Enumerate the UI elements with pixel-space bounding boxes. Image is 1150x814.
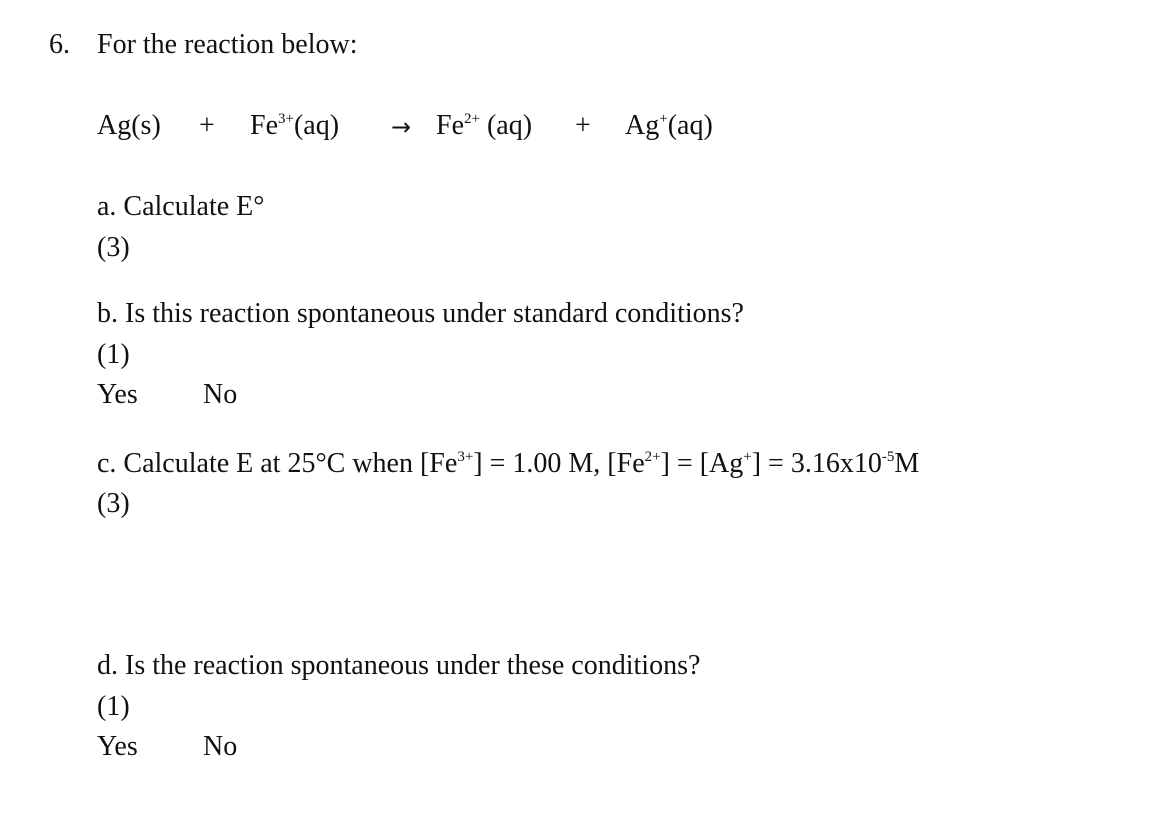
part-d-points: (1) bbox=[97, 691, 130, 722]
reactant-fe3-charge: 3+ bbox=[278, 111, 294, 127]
part-b-question: b. Is this reaction spontaneous under standard conditions? bbox=[97, 298, 744, 329]
question-prompt: For the reaction below: bbox=[97, 29, 358, 60]
part-b-yes-option[interactable]: Yes bbox=[97, 379, 138, 410]
part-c-text-3: ] = [Ag bbox=[660, 448, 744, 479]
reactant-fe3 bbox=[250, 112, 339, 140]
reactant-fe3-base: Fe bbox=[250, 110, 278, 141]
question-number: 6. bbox=[49, 29, 70, 60]
part-c-exponent: -5 bbox=[881, 449, 895, 465]
product-fe2-state: (aq) bbox=[479, 110, 533, 141]
part-a-question: a. Calculate E° bbox=[97, 191, 265, 222]
product-fe2-charge: 2+ bbox=[464, 111, 480, 127]
part-c-charge-2: 2+ bbox=[644, 449, 661, 465]
product-fe2 bbox=[436, 112, 532, 140]
reaction-equation bbox=[97, 112, 797, 144]
part-b-points: (1) bbox=[97, 339, 130, 370]
part-d-no-option[interactable]: No bbox=[203, 731, 238, 762]
part-c-charge-3: + bbox=[743, 449, 752, 465]
part-c-text-5: M bbox=[894, 448, 920, 479]
product-ag-charge: + bbox=[659, 111, 668, 127]
part-c-question bbox=[97, 450, 919, 478]
part-c-text-1: c. Calculate E at 25°C when [Fe bbox=[97, 448, 458, 479]
reactant-ag: Ag(s) bbox=[97, 110, 161, 141]
part-b-no-option[interactable]: No bbox=[203, 379, 238, 410]
part-c-text-4: ] = 3.16x10 bbox=[751, 448, 882, 479]
question-header bbox=[49, 31, 70, 59]
product-ag-base: Ag bbox=[625, 110, 660, 141]
plus-sign-2: + bbox=[575, 110, 591, 141]
part-c-charge-1: 3+ bbox=[457, 449, 474, 465]
reaction-arrow-icon: → bbox=[391, 113, 412, 141]
reactant-fe3-state: (aq) bbox=[293, 110, 340, 141]
part-d-question: d. Is the reaction spontaneous under these conditions? bbox=[97, 650, 701, 681]
plus-sign-1: + bbox=[199, 110, 215, 141]
part-d-yes-option[interactable]: Yes bbox=[97, 731, 138, 762]
part-a-points: (3) bbox=[97, 232, 130, 263]
part-c-points: (3) bbox=[97, 488, 130, 519]
product-ag-plus bbox=[625, 112, 713, 140]
product-ag-state: (aq) bbox=[667, 110, 713, 141]
product-fe2-base: Fe bbox=[436, 110, 464, 141]
part-c-text-2: ] = 1.00 M, [Fe bbox=[473, 448, 645, 479]
